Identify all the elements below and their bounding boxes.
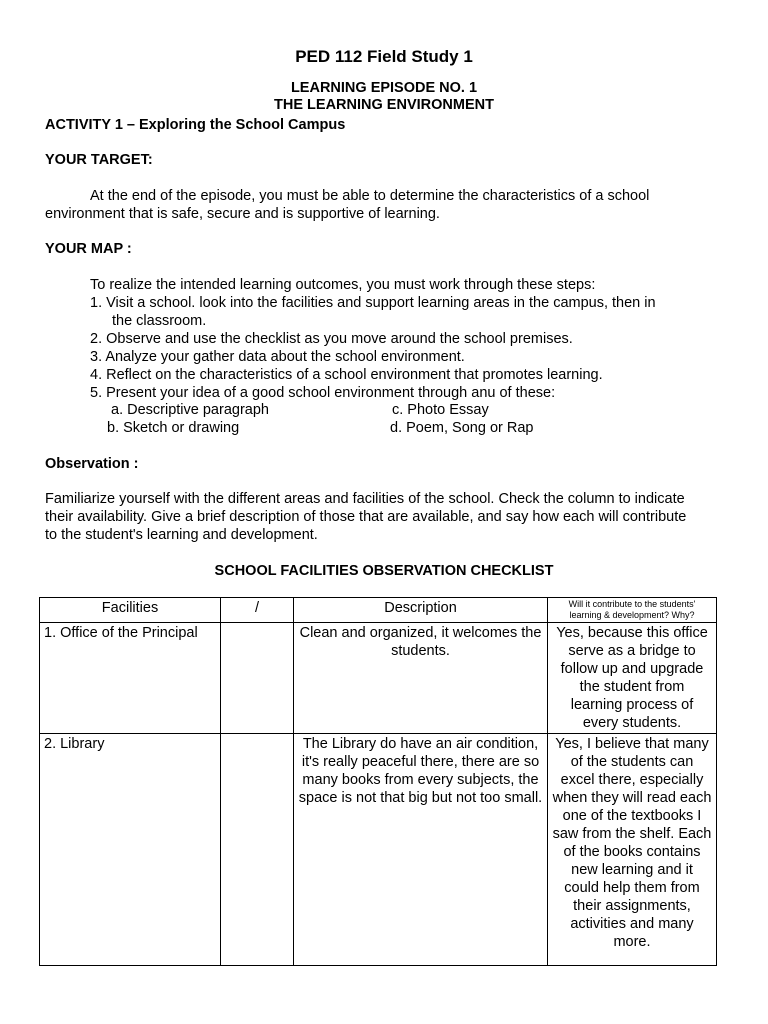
target-text-line: environment that is safe, secure and is supportive of learning. xyxy=(45,206,440,222)
check-cell xyxy=(221,734,294,966)
map-intro: To realize the intended learning outcomes, you must work through these steps: xyxy=(90,277,596,293)
target-text-line: At the end of the episode, you must be able to determine the characteristics of a school xyxy=(90,188,650,204)
table-row xyxy=(40,623,717,734)
activity-heading: ACTIVITY 1 – Exploring the School Campus xyxy=(45,117,346,133)
table-row xyxy=(40,734,717,966)
table-header-row xyxy=(40,598,717,623)
header-description: Description xyxy=(294,598,548,623)
observation-text-line: to the student's learning and development. xyxy=(45,527,318,543)
header-facilities: Facilities xyxy=(40,598,221,623)
map-step: 1. Visit a school. look into the facilities and support learning areas in the campus, then in xyxy=(90,295,656,311)
map-step: 2. Observe and use the checklist as you move around the school premises. xyxy=(90,331,573,347)
contribute-cell: Yes, I believe that many of the students can excel there, especially when they will read each one of the textbooks I saw from the shelf. Each of the books contains new learning and it could help them from their assignments, activities and many more. xyxy=(548,734,717,966)
map-option: c. Photo Essay xyxy=(392,402,489,418)
map-step: 3. Analyze your gather data about the school environment. xyxy=(90,349,465,365)
map-option: b. Sketch or drawing xyxy=(107,420,240,436)
map-option: d. Poem, Song or Rap xyxy=(390,420,534,436)
episode-number: LEARNING EPISODE NO. 1 xyxy=(290,80,478,96)
map-step: the classroom. xyxy=(112,313,207,329)
checklist-title: SCHOOL FACILITIES OBSERVATION CHECKLIST xyxy=(214,563,554,579)
observation-text-line: their availability. Give a brief description of those that are available, and say how each will contribute xyxy=(45,509,687,525)
map-heading: YOUR MAP : xyxy=(45,241,132,257)
target-heading: YOUR TARGET: xyxy=(45,152,153,168)
map-step: 4. Reflect on the characteristics of a school environment that promotes learning. xyxy=(90,367,603,383)
header-contribute: Will it contribute to the students' learning & development? Why? xyxy=(548,598,717,623)
contribute-cell: Yes, because this office serve as a bridge to follow up and upgrade the student from learning process of every students. xyxy=(548,623,717,734)
description-cell: Clean and organized, it welcomes the students. xyxy=(294,623,548,734)
episode-title: THE LEARNING ENVIRONMENT xyxy=(274,97,494,113)
facility-cell: 1. Office of the Principal xyxy=(40,623,221,734)
facilities-checklist-table xyxy=(39,597,717,966)
check-cell xyxy=(221,623,294,734)
description-cell: The Library do have an air condition, it's really peaceful there, there are so many books from every subjects, the space is not that big but not too small. xyxy=(294,734,548,966)
page-title: PED 112 Field Study 1 xyxy=(295,47,473,66)
facility-cell: 2. Library xyxy=(40,734,221,966)
map-option: a. Descriptive paragraph xyxy=(111,402,269,418)
map-step: 5. Present your idea of a good school environment through anu of these: xyxy=(90,385,556,401)
observation-heading: Observation : xyxy=(45,456,139,472)
observation-text-line: Familiarize yourself with the different areas and facilities of the school. Check the column to indicate xyxy=(45,491,685,507)
header-check: / xyxy=(221,598,294,623)
